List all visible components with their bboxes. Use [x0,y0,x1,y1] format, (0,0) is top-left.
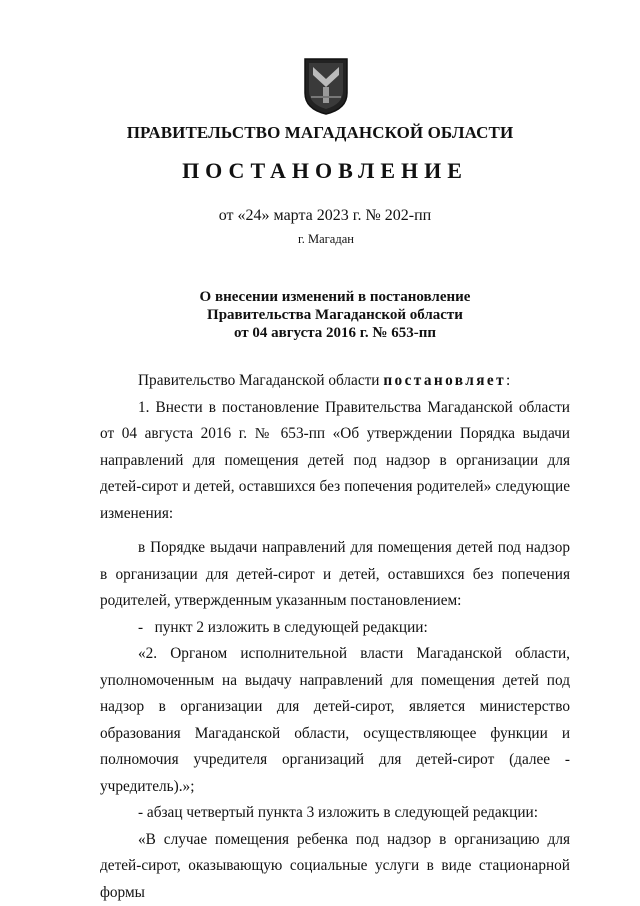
intro-suffix: : [506,372,510,389]
title-line: О внесении изменений в постановление [30,288,640,306]
paragraph-1: 1. Внести в постановление Правительства Магаданской области от 04 августа 2016 г. № 653-пп «Об утверждении Порядка выдачи направлений для помещения детей под надзор в организации для детей-сирот и детей, оставшихся без попечения родителей» следующие изменения: [100,395,570,528]
document-city: г. Магадан [0,232,640,247]
title-line: от 04 августа 2016 г. № 653-пп [30,324,640,342]
document-date-number: от «24» марта 2023 г. № 202-пп [0,207,640,225]
coat-of-arms-icon [303,57,349,115]
paragraph-2: в Порядке выдачи направлений для помещения детей под надзор в организации для детей-сирот и детей, оставшихся без попечения родителей, утвержденным указанным постановлением: [100,535,570,615]
intro-verb: постановляет [383,372,506,389]
paragraph-4: «2. Органом исполнительной власти Магаданской области, уполномоченным на выдачу направлений для помещения детей под надзор в организации для детей-сирот, является министерство образования Магаданской области, осуществляющее функции и полномочия учредителя организаций для детей-сирот (далее - учредитель).»; [100,641,570,800]
document-type: ПОСТАНОВЛЕНИЕ [0,158,640,184]
paragraph-3: - пункт 2 изложить в следующей редакции: [100,615,570,642]
intro-text: Правительство Магаданской области [138,372,383,389]
document-body [100,368,570,906]
paragraph-6: «В случае помещения ребенка под надзор в организацию для детей-сирот, оказывающую социальные услуги в виде стационарной формы [100,827,570,906]
document-title [0,288,640,342]
intro-paragraph [100,368,570,395]
title-line: Правительства Магаданской области [30,306,640,324]
paragraph-5: - абзац четвертый пункта 3 изложить в следующей редакции: [100,800,570,827]
organization-name: ПРАВИТЕЛЬСТВО МАГАДАНСКОЙ ОБЛАСТИ [0,123,640,143]
